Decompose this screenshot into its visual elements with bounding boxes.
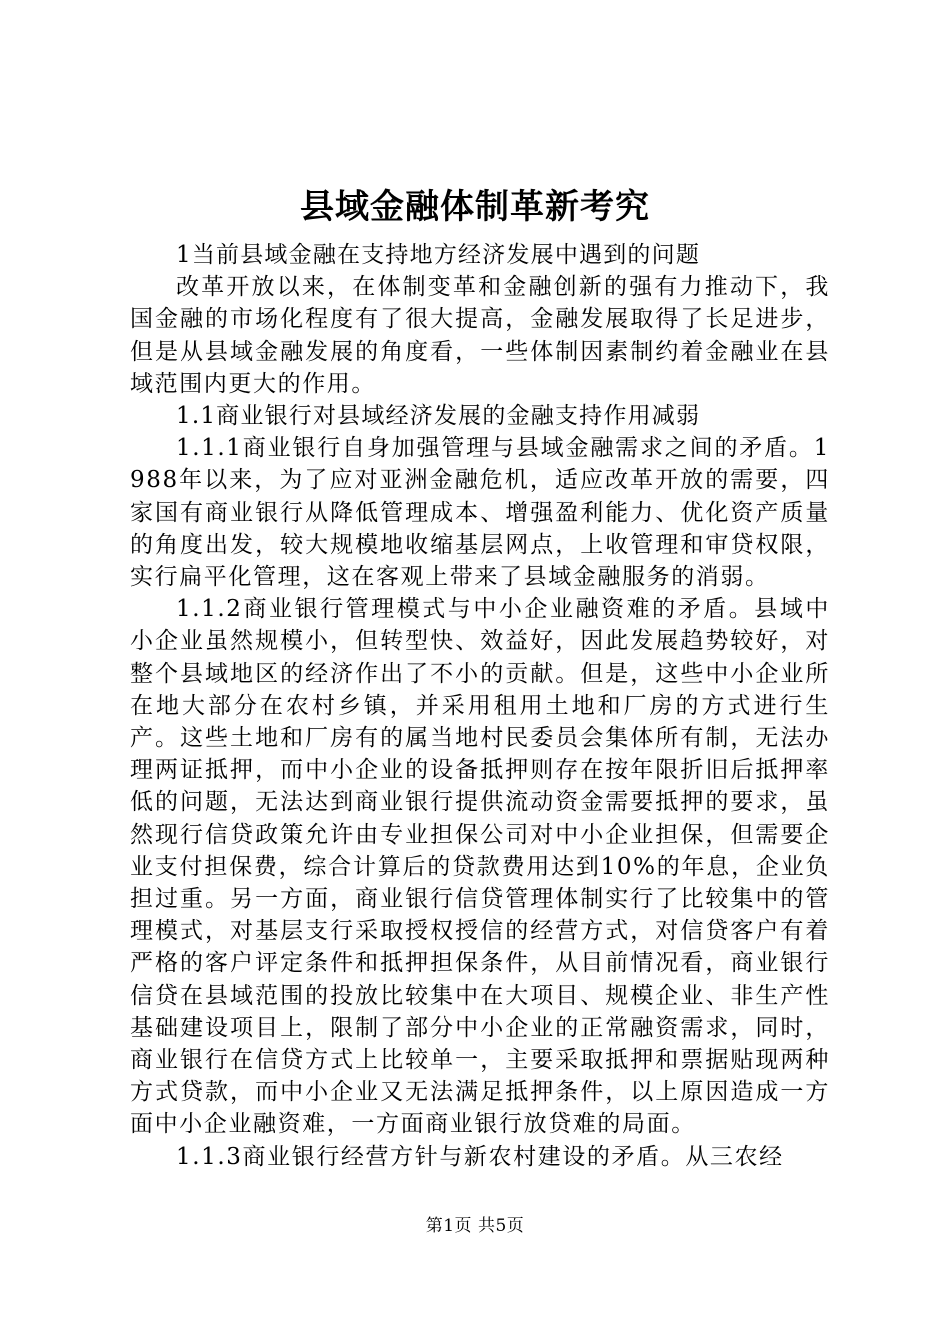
document-title: 县域金融体制革新考究: [300, 187, 650, 227]
body-paragraph: 改革开放以来，在体制变革和金融创新的强有力推动下，我国金融的市场化程度有了很大提高，金融发展取得了长足进步，但是从县域金融发展的角度看，一些体制因素制约着金融业在县域范围内更大的作用。: [130, 274, 830, 397]
document-body: [130, 239, 830, 1173]
body-paragraph: 1.1.1商业银行自身加强管理与县域金融需求之间的矛盾。1988年以来，为了应对亚洲金融危机，适应改革开放的需要，四家国有商业银行从降低管理成本、增强盈利能力、优化资产质量的角度出发，较大规模地收缩基层网点，上收管理和审贷权限，实行扁平化管理，这在客观上带来了县域金融服务的消弱。: [130, 435, 830, 591]
body-paragraph: 1.1.2商业银行管理模式与中小企业融资难的矛盾。县域中小企业虽然规模小，但转型快、效益好，因此发展趋势较好，对整个县域地区的经济作出了不小的贡献。但是，这些中小企业所在地大部分在农村乡镇，并采用租用土地和厂房的方式进行生产。这些土地和厂房有的属当地村民委员会集体所有制，无法办理两证抵押，而中小企业的设备抵押则存在按年限折旧后抵押率低的问题，无法达到商业银行提供流动资金需要抵押的要求，虽然现行信贷政策允许由专业担保公司对中小企业担保，但需要企业支付担保费，综合计算后的贷款费用达到10%的年息，企业负担过重。另一方面，商业银行信贷管理体制实行了比较集中的管理模式，对基层支行采取授权授信的经营方式，对信贷客户有着严格的客户评定条件和抵押担保条件，从目前情况看，商业银行信贷在县域范围的投放比较集中在大项目、规模企业、非生产性基础建设项目上，限制了部分中小企业的正常融资需求，同时，商业银行在信贷方式上比较单一，主要采取抵押和票据贴现两种方式贷款，而中小企业又无法满足抵押条件，以上原因造成一方面中小企业融资难，一方面商业银行放贷难的局面。: [130, 596, 830, 1138]
page-footer: 第1页 共5页: [425, 1216, 525, 1236]
subsection-heading: 1.1商业银行对县域经济发展的金融支持作用减弱: [176, 403, 701, 430]
section-heading: 1当前县域金融在支持地方经济发展中遇到的问题: [176, 242, 701, 268]
body-paragraph: 1.1.3商业银行经营方针与新农村建设的矛盾。从三农经: [176, 1143, 784, 1170]
